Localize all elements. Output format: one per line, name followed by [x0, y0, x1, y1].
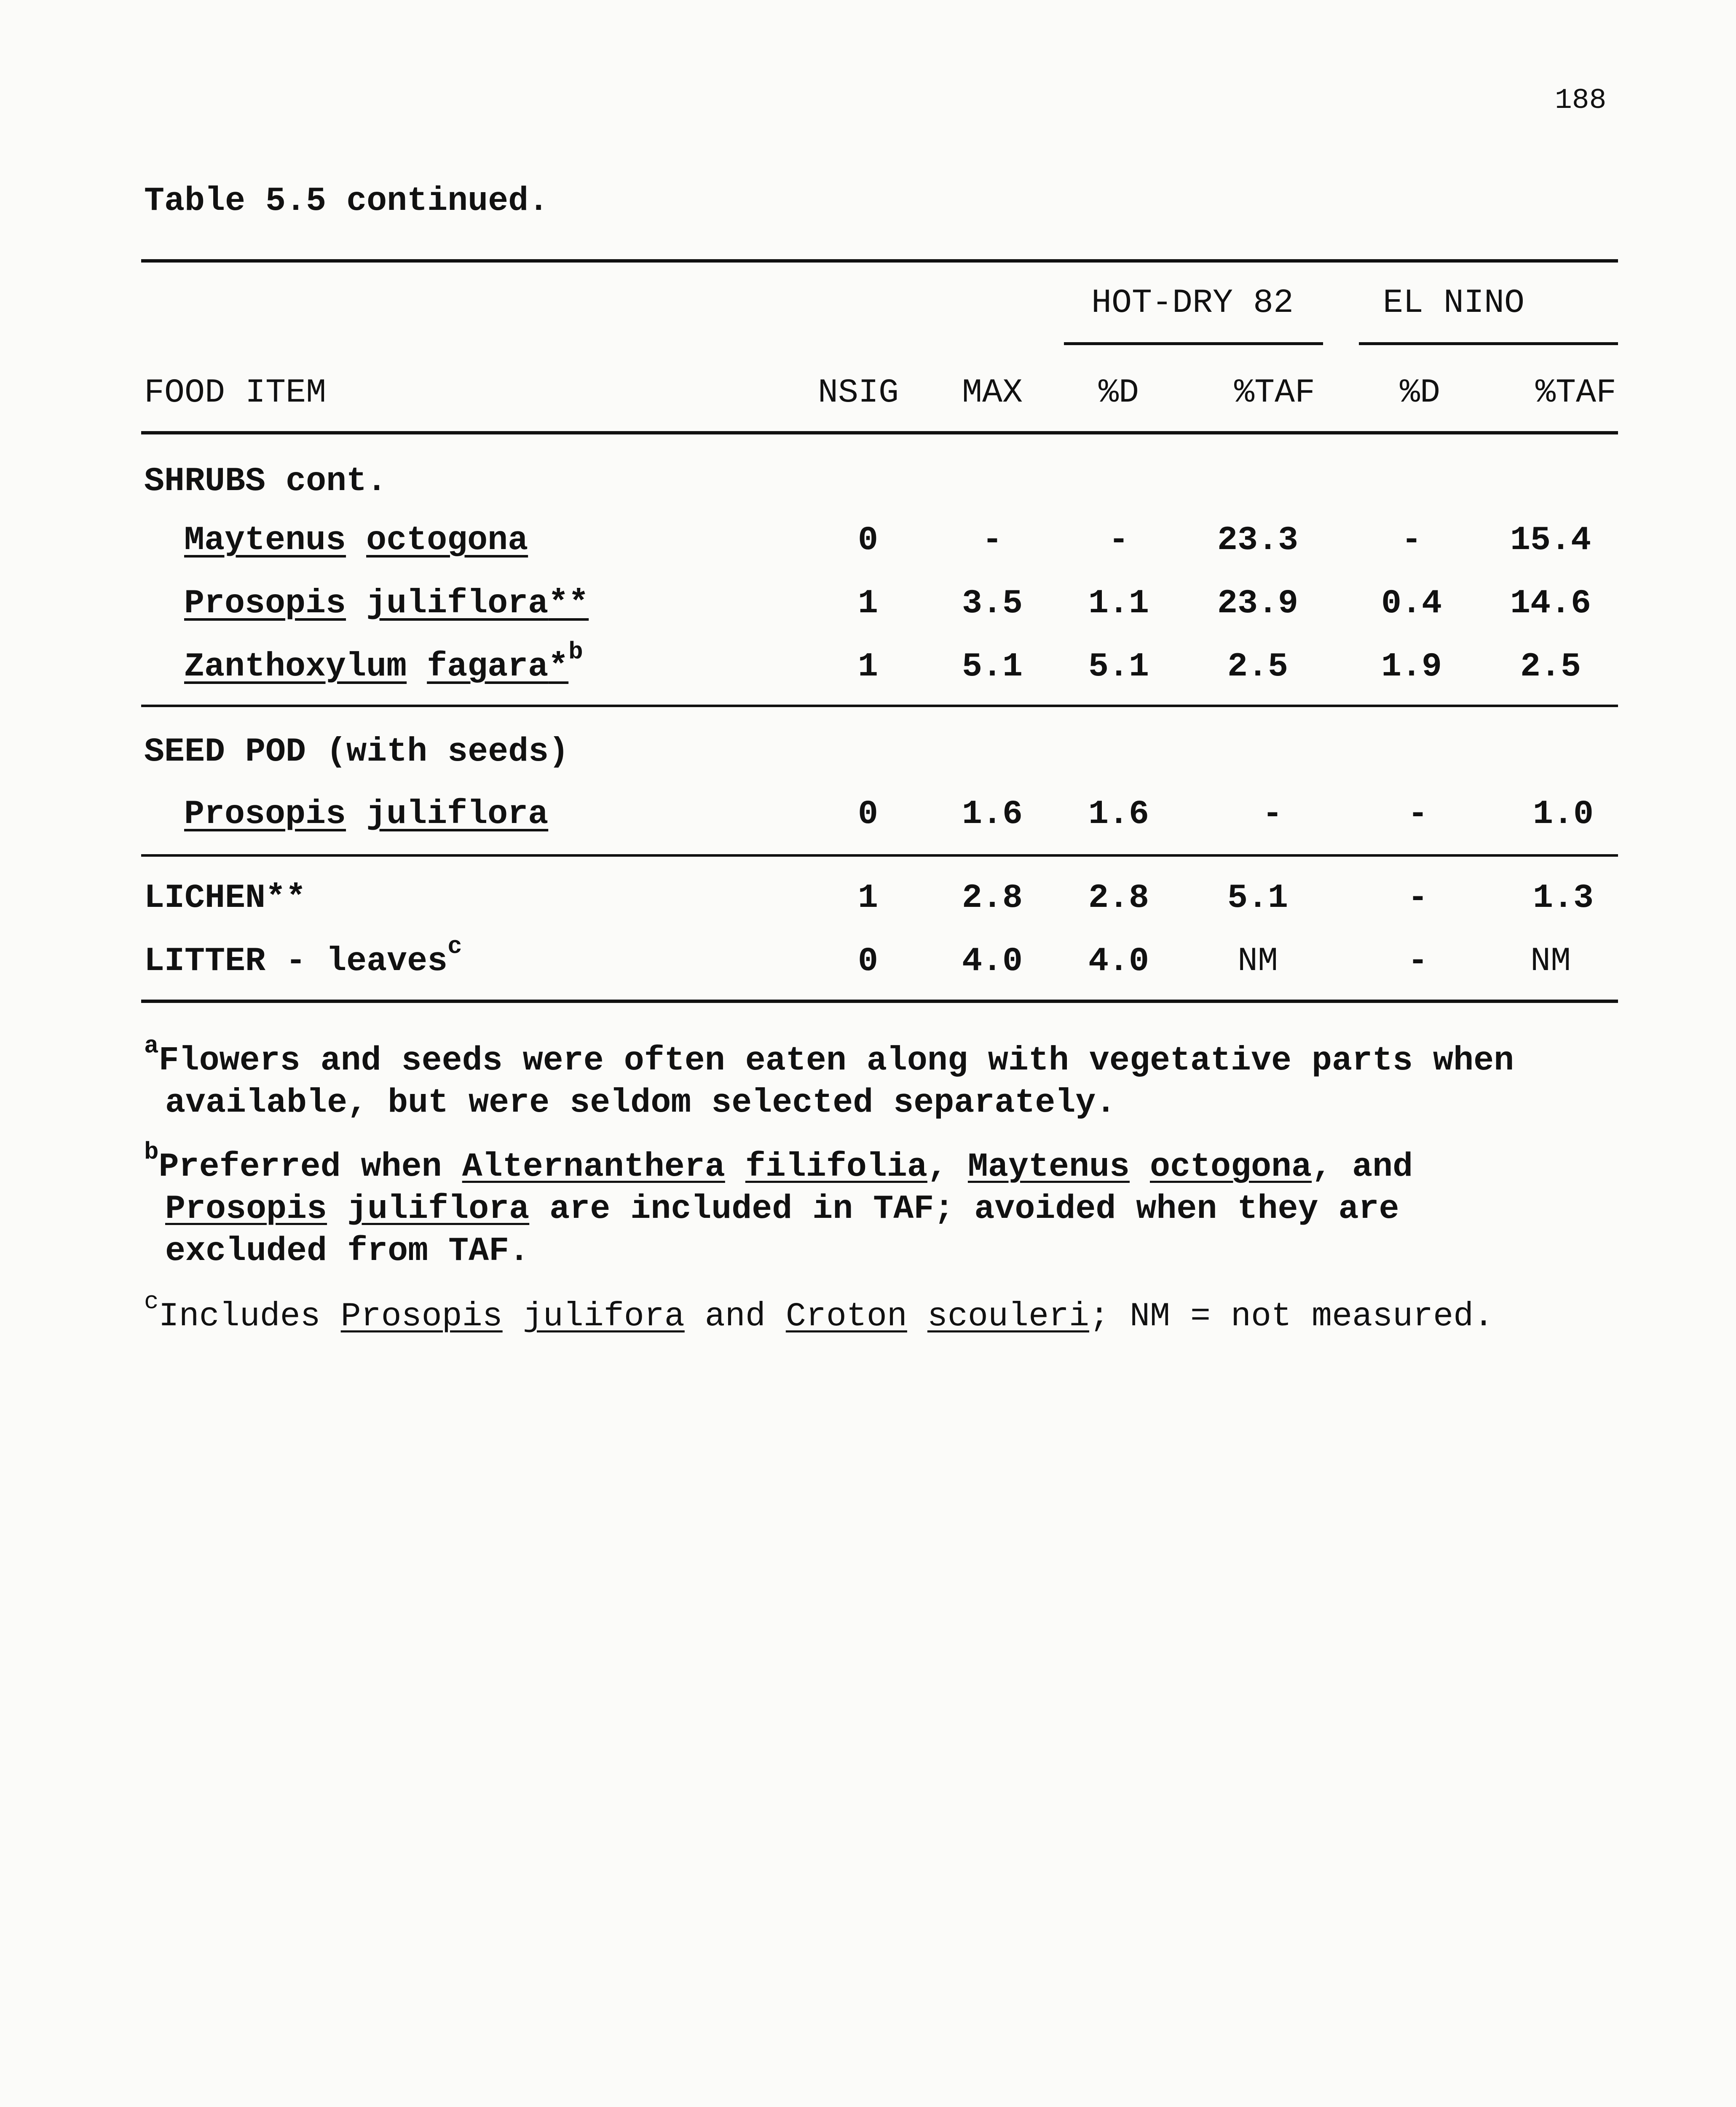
cell-nino-taf: NM	[1530, 942, 1571, 981]
footnote-text: Preferred when	[158, 1148, 442, 1186]
col-header-hot-taf: %TAF	[1234, 374, 1315, 412]
species-ref: julifora	[522, 1297, 685, 1336]
food-item-name	[184, 584, 589, 623]
cell-hot-taf: 2.5	[1227, 648, 1289, 686]
cell-hot-taf: -	[1262, 795, 1283, 834]
header-rule	[141, 431, 1618, 434]
cell-nino-d: 1.9	[1381, 648, 1442, 686]
footnote-marker: c	[144, 1288, 159, 1316]
cell-nino-d: 0.4	[1381, 584, 1442, 623]
section-rule	[141, 854, 1618, 857]
cell-nino-taf: 14.6	[1510, 584, 1591, 623]
cell-max: 3.5	[962, 584, 1023, 623]
footnote-text: ,	[927, 1148, 948, 1186]
footnote-text: Includes	[158, 1297, 321, 1336]
footnote-text: available, but were seldom selected separately.	[165, 1084, 1116, 1122]
bottom-rule	[141, 1000, 1618, 1003]
genus: Zanthoxylum	[184, 648, 407, 686]
cell-max: 4.0	[962, 942, 1023, 981]
food-item-lichen: LICHEN**	[144, 879, 306, 917]
food-item-name	[184, 521, 528, 560]
species-ref: juliflora	[347, 1190, 530, 1228]
col-header-nsig: NSIG	[817, 374, 899, 412]
species-ref: Prosopis	[165, 1190, 327, 1228]
cell-hot-d: 5.1	[1088, 648, 1149, 686]
col-header-nino-taf: %TAF	[1535, 374, 1617, 412]
cell-hot-d: 1.1	[1088, 584, 1149, 623]
cell-nino-d: -	[1407, 879, 1428, 917]
footnote-ref: b	[568, 638, 583, 666]
species-ref: scouleri	[927, 1297, 1089, 1336]
group-header-hot-dry: HOT-DRY 82	[1091, 284, 1294, 322]
cell-max: -	[982, 521, 1003, 560]
col-header-nino-d: %D	[1399, 374, 1441, 412]
species-ref: octogona	[1150, 1148, 1312, 1186]
food-item-name	[184, 795, 549, 834]
food-item-name	[184, 638, 583, 686]
cell-nsig: 1	[857, 879, 879, 917]
table-caption: Table 5.5 continued.	[144, 182, 549, 220]
mark: **	[548, 584, 589, 623]
cell-nino-taf: 15.4	[1510, 521, 1591, 560]
footnote-b	[144, 1139, 1619, 1273]
species: juliflora	[366, 795, 549, 834]
footnote-text: and	[705, 1297, 766, 1336]
cell-hot-d: 1.6	[1088, 795, 1149, 834]
cell-nino-d: -	[1401, 521, 1422, 560]
col-header-hot-d: %D	[1098, 374, 1139, 412]
species-ref: Croton	[785, 1297, 907, 1336]
cell-hot-d: 2.8	[1088, 879, 1149, 917]
food-item-litter	[144, 933, 462, 981]
footnote-marker: b	[144, 1139, 159, 1166]
cell-max: 2.8	[962, 879, 1023, 917]
mark: *	[548, 648, 569, 686]
genus: Prosopis	[184, 584, 346, 623]
footnote-text: Flowers and seeds were often eaten along with vegetative parts when	[158, 1042, 1514, 1080]
cell-nino-taf: 2.5	[1520, 648, 1581, 686]
cell-hot-taf: 23.9	[1217, 584, 1299, 623]
species-ref: filifolia	[745, 1148, 927, 1186]
footnote-text: , and	[1312, 1148, 1413, 1186]
cell-nino-d: -	[1407, 795, 1428, 834]
footnote-text: excluded from TAF.	[165, 1232, 530, 1271]
litter-label: LITTER - leaves	[144, 942, 448, 981]
cell-hot-d: 4.0	[1088, 942, 1149, 981]
footnote-text: ; NM = not measured.	[1089, 1297, 1494, 1336]
group-header-el-nino: EL NINO	[1382, 284, 1525, 322]
cell-hot-taf: 5.1	[1227, 879, 1289, 917]
page-number: 188	[1555, 84, 1607, 117]
col-header-max: MAX	[962, 374, 1023, 412]
cell-hot-taf: NM	[1237, 942, 1278, 981]
footnote-text: are included in TAF; avoided when they are	[549, 1190, 1399, 1228]
cell-nsig: 1	[857, 584, 879, 623]
species: fagara	[427, 648, 549, 686]
species-ref: Prosopis	[340, 1297, 503, 1336]
cell-nsig: 0	[857, 521, 879, 560]
cell-nsig: 0	[857, 942, 879, 981]
top-rule	[141, 259, 1618, 263]
cell-hot-d: -	[1108, 521, 1129, 560]
group-rule-el-nino	[1359, 342, 1618, 345]
genus: Maytenus	[184, 521, 346, 560]
species: octogona	[366, 521, 528, 560]
species-ref: Alternanthera	[462, 1148, 725, 1186]
section-label-seed-pod: SEED POD (with seeds)	[144, 733, 569, 771]
cell-nino-taf: 1.3	[1532, 879, 1594, 917]
species-ref: Maytenus	[967, 1148, 1130, 1186]
footnote-ref: c	[447, 933, 462, 961]
footnote-a	[144, 1032, 1619, 1124]
genus: Prosopis	[184, 795, 346, 834]
footnote-marker: a	[144, 1032, 159, 1060]
group-rule-hot-dry	[1064, 342, 1323, 345]
footnote-c	[144, 1288, 1619, 1338]
cell-hot-taf: 23.3	[1217, 521, 1299, 560]
section-label-shrubs: SHRUBS cont.	[144, 462, 387, 501]
cell-max: 1.6	[962, 795, 1023, 834]
species: juliflora	[366, 584, 549, 623]
cell-nino-d: -	[1407, 942, 1428, 981]
cell-max: 5.1	[962, 648, 1023, 686]
section-rule	[141, 705, 1618, 707]
cell-nsig: 0	[857, 795, 879, 834]
cell-nsig: 1	[857, 648, 879, 686]
col-header-food-item: FOOD ITEM	[144, 374, 327, 412]
cell-nino-taf: 1.0	[1532, 795, 1594, 834]
